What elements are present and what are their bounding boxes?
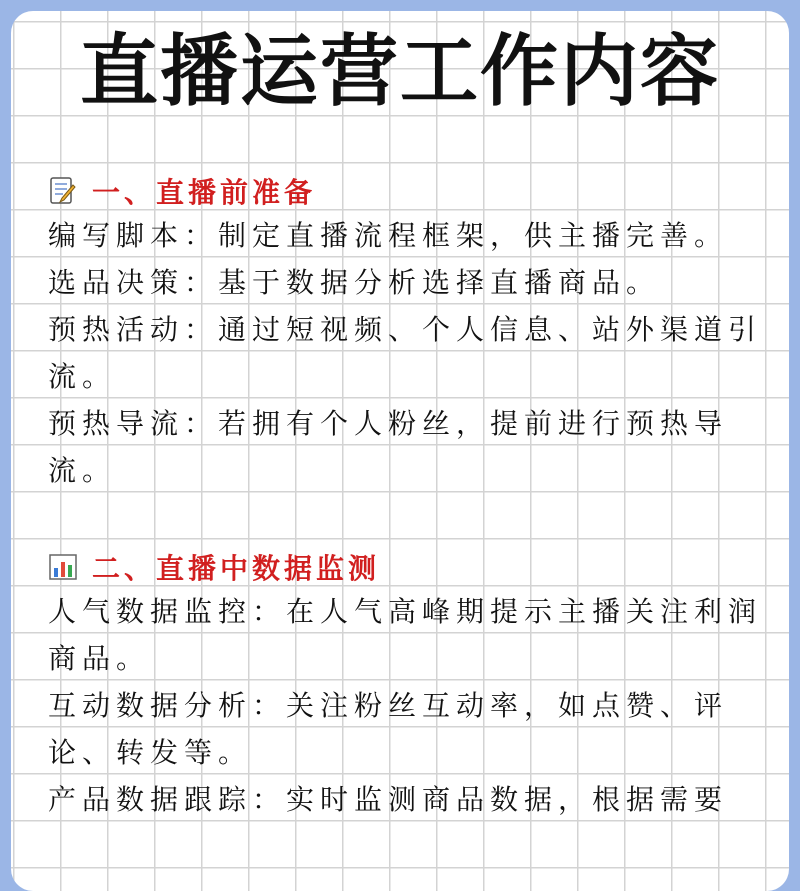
- section-heading: [48, 170, 768, 212]
- section-monitoring: [48, 546, 768, 823]
- section-heading-label: 二、直播中数据监测: [92, 552, 381, 585]
- section-heading: [48, 546, 768, 588]
- memo-icon: [48, 176, 78, 206]
- content: [48, 170, 768, 823]
- section-preparation: [48, 170, 768, 494]
- list-item: 选品决策：基于数据分析选择直播商品。: [48, 266, 661, 299]
- list-item: 互动数据分析：关注粉丝互动率，如点赞、评论、转发等。: [48, 689, 729, 769]
- list-item: 产品数据跟踪：实时监测商品数据，根据需要: [48, 783, 729, 816]
- list-item: 预热活动：通过短视频、个人信息、站外渠道引流。: [48, 313, 763, 393]
- bar-chart-icon: [48, 552, 78, 582]
- list-item: 预热导流：若拥有个人粉丝，提前进行预热导流。: [48, 407, 729, 487]
- list-item: 编写脚本：制定直播流程框架，供主播完善。: [48, 219, 729, 252]
- section-heading-label: 一、直播前准备: [92, 176, 317, 209]
- list-item: 人气数据监控：在人气高峰期提示主播关注利润商品。: [48, 595, 763, 675]
- page-title: 直播运营工作内容: [79, 27, 720, 117]
